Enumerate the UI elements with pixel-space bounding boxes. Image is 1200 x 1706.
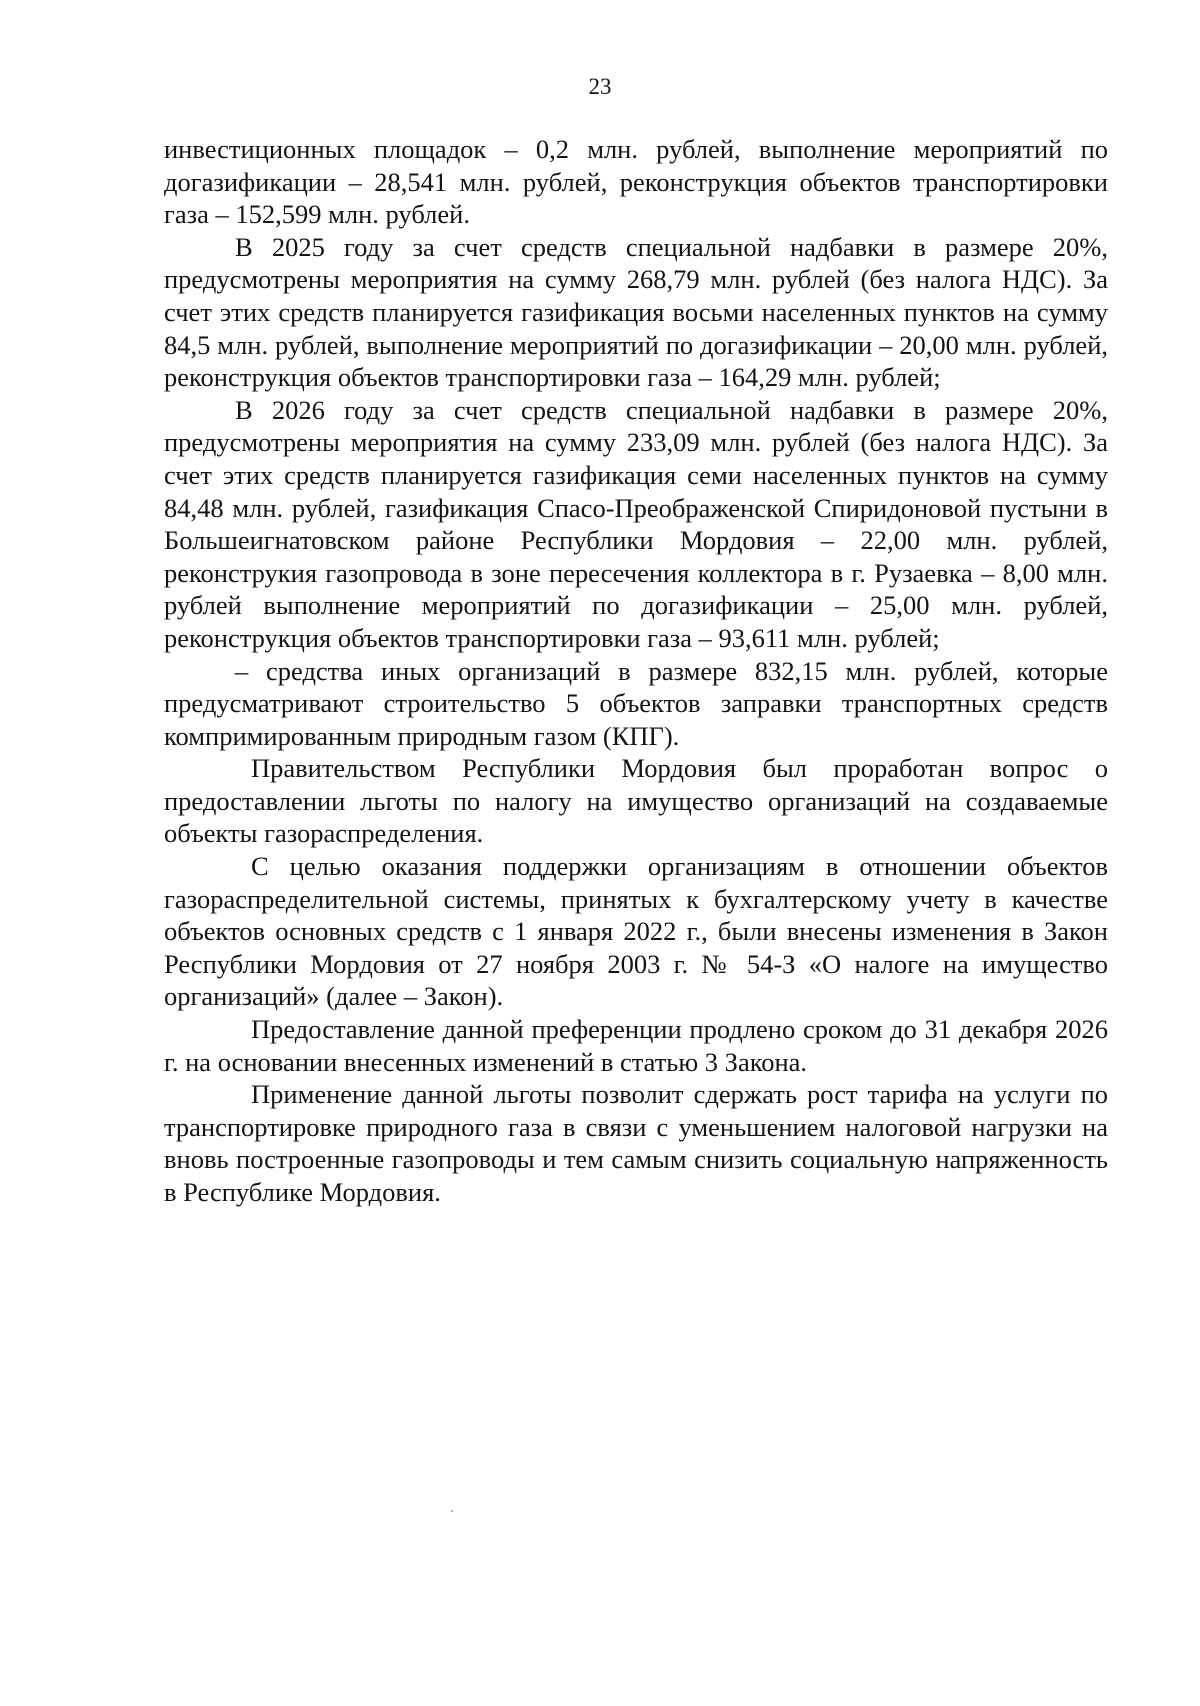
paragraph-continuation: инвестиционных площадок – 0,2 млн. рублей, выполнение мероприятий по догазификации – 28,541 млн. рублей, реконструкция объектов транспортировки газа – 152,599 млн. рублей. — [164, 134, 1108, 230]
paragraph-2026-funding: В 2026 году за счет средств специальной надбавки в размере 20%, предусмотрены мероприятия на сумму 233,09 млн. рублей (без налога НДС). За счет этих средств планируется газификация семи населенных пунктов на сумму 84,48 млн. рублей, газификация Спасо-Преображенской Спиридоновой пустыни в Большеигнатовском районе Республики Мордовия – 22,00 млн. рублей, реконструкия газопровода в зоне пересечения коллектора в г. Рузаевка – 8,00 млн. рублей выполнение мероприятий по догазификации – 25,00 млн. рублей, реконструкция объектов транспортировки газа – 93,611 млн. рублей; — [164, 394, 1108, 653]
paragraph-2025-funding: В 2025 году за счет средств специальной надбавки в размере 20%, предусмотрены мероприятия на сумму 268,79 млн. рублей (без налога НДС). За счет этих средств планируется газификация восьми населенных пунктов на сумму 84,5 млн. рублей, выполнение мероприятий по догазификации – 20,00 млн. рублей, реконструкция объектов транспортировки газа – 164,29 млн. рублей; — [164, 231, 1108, 393]
paragraph-tax-benefit: Правительством Республики Мордовия был проработан вопрос о предоставлении льготы по налогу на имущество организаций на создаваемые объекты газораспределения. — [164, 753, 1108, 849]
page-number: 23 — [588, 74, 612, 99]
paragraph-other-organizations: – средства иных организаций в размере 832,15 млн. рублей, которые предусматривают строительство 5 объектов заправки транспортных средств компримированным природным газом (КПГ). — [164, 655, 1108, 751]
scan-speck — [451, 1510, 453, 1512]
paragraph-benefit-effect: Применение данной льготы позволит сдержать рост тарифа на услуги по транспортировке природного газа в связи с уменьшением налоговой нагрузки на вновь построенные газопроводы и тем самым снизить социальную напряженность в Республике Мордовия. — [164, 1079, 1108, 1207]
paragraph-law-amendment: С целью оказания поддержки организациям в отношении объектов газораспределительной системы, принятых к бухгалтерскому учету в качестве объектов основных средств с 1 января 2022 г., были внесены изменения в Закон Республики Мордовия от 27 ноября 2003 г. № 54-З «О налоге на имущество организаций» (далее – Закон). — [164, 851, 1108, 1012]
document-body — [164, 133, 1108, 1209]
paragraph-preference-extension: Предоставление данной преференции продлено сроком до 31 декабря 2026 г. на основании внесенных изменений в статью 3 Закона. — [164, 1014, 1108, 1077]
